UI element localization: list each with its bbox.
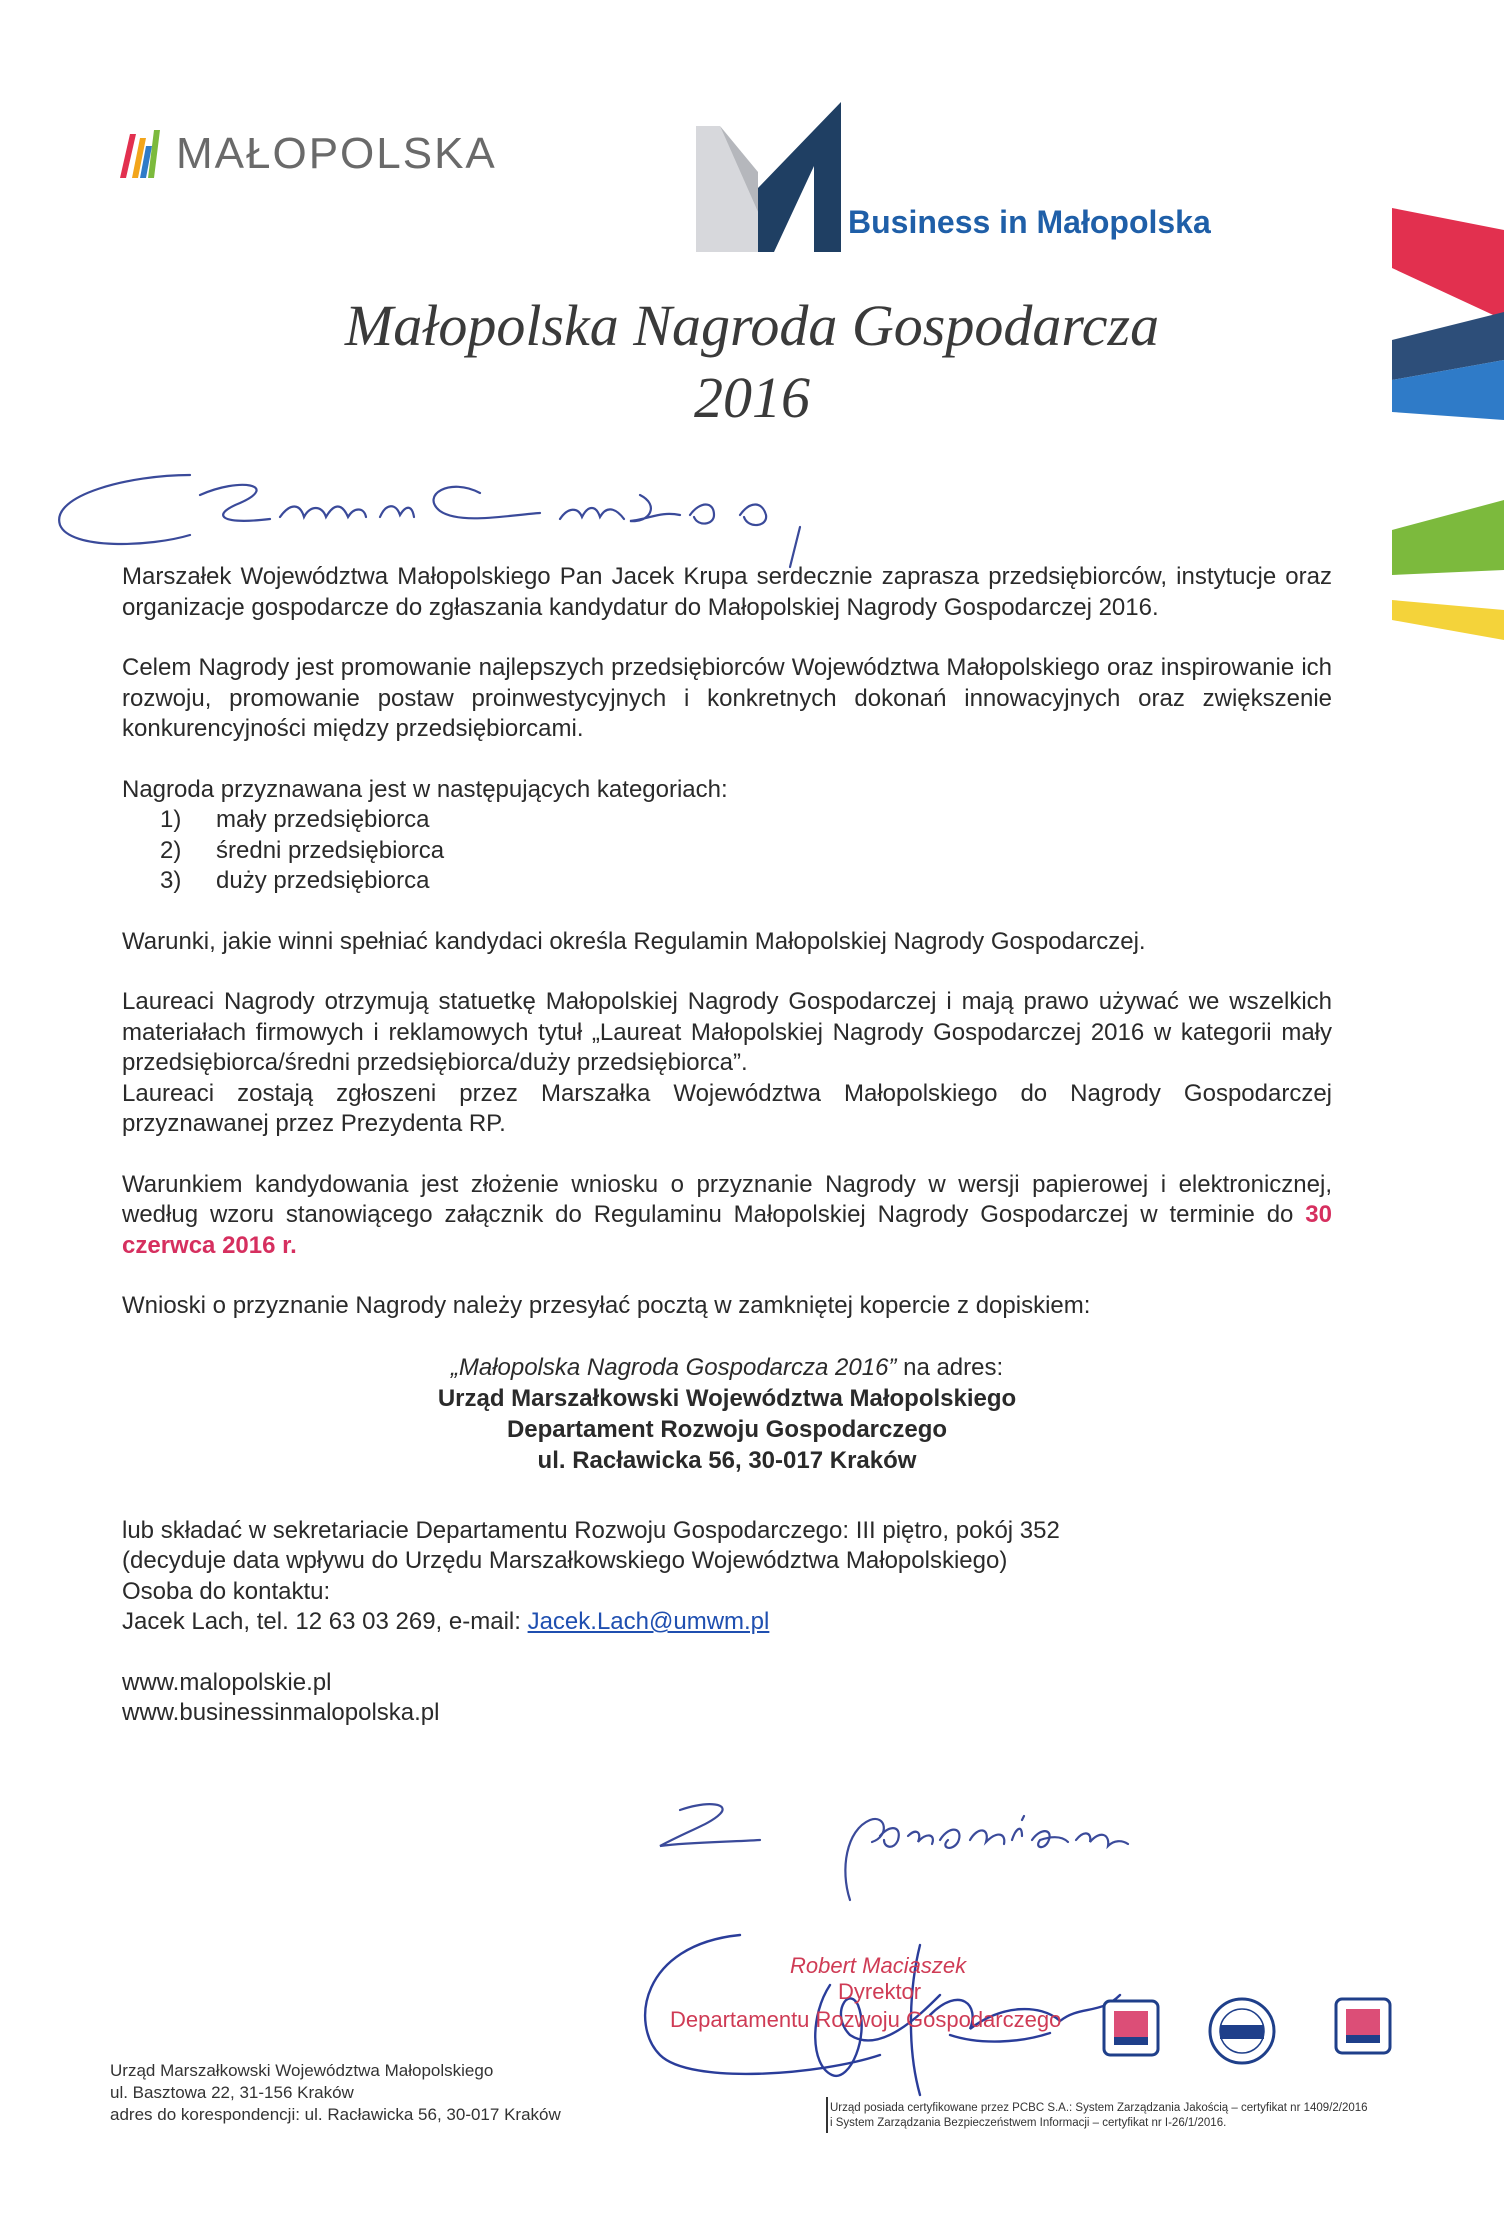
footer-divider <box>826 2097 828 2133</box>
paragraph-invitation: Marszałek Województwa Małopolskiego Pan Jacek Krupa serdecznie zaprasza przedsiębiorców, instytucje oraz organizacje gospodarcze do zgłaszania kandydatur do Małopolskiej Nagrody Gospodarczej 2016. <box>122 563 1332 621</box>
document-title <box>0 290 1504 434</box>
signatory-department: Departamentu Rozwoju Gospodarczego <box>670 2007 1062 2032</box>
paragraph-application: Warunkiem kandydowania jest złożenie wniosku o przyznanie Nagrody w wersji papierowej i elektronicznej, według wzoru stanowiącego załącznik do Regulaminu Małopolskiej Nagrody Gospodarczej w terminie do 30 czerwca 2016 r. <box>122 1170 1332 1259</box>
handwritten-closing <box>640 1790 1200 1910</box>
paragraph-purpose: Celem Nagrody jest promowanie najlepszych przedsiębiorców Województwa Małopolskiego oraz inspirowanie ich rozwoju, promowanie postaw proinwestycyjnych i konkretnych dokonań innowacyjnych oraz zwiększenie konkurencyjności między przedsiębiorcami. <box>122 654 1332 742</box>
website-link[interactable]: www.businessinmalopolska.pl <box>122 1699 440 1726</box>
malopolska-logo <box>118 128 497 180</box>
footer-address: Urząd Marszałkowski Województwa Małopolskiego ul. Basztowa 22, 31-156 Kraków adres do korespondencji: ul. Racławicka 56, 30-017 Kraków <box>110 2061 561 2124</box>
malopolska-mark-icon <box>118 128 162 180</box>
email-link[interactable]: Jacek.Lach@umwm.pl <box>527 1608 770 1635</box>
list-item: 3) duży przedsiębiorca <box>160 867 430 894</box>
handwritten-salutation <box>40 455 820 575</box>
list-item: 2) średni przedsiębiorca <box>160 836 445 864</box>
letter-body <box>122 562 1332 1729</box>
pcbc-badge-icon <box>1104 2001 1158 2055</box>
categories-list <box>122 805 1332 897</box>
mailing-address: „Małopolska Nagroda Gospodarcza 2016” na adres: Urząd Marszałkowski Województwa Małopolskiego Departament Rozwoju Gospodarczego ul. Racławicka 56, 30-017 Kraków <box>437 1353 1017 1474</box>
title-line-2: 2016 <box>694 365 810 430</box>
paragraph-laureates: Laureaci Nagrody otrzymują statuetkę Małopolskiej Nagrody Gospodarczej i mają prawo używać we wszelkich materiałach firmowych i reklamowych tytuł „Laureat Małopolskiej Nagrody Gospodarczej 2016 w kategorii mały przedsiębiorca/średni przedsiębiorca/duży przedsiębiorca”. <box>122 988 1332 1076</box>
paragraph-nomination: Laureaci zostają zgłoszeni przez Marszałka Województwa Małopolskiego do Nagrody Gospodarczej przyznawanej przez Prezydenta RP. <box>122 1079 1332 1137</box>
paragraph-submission: Wnioski o przyznanie Nagrody należy przesyłać pocztą w zamkniętej kopercie z dopiskiem: <box>122 1292 1091 1319</box>
business-in-malopolska-text: Business in Małopolska <box>848 204 1211 240</box>
official-stamp <box>620 1925 1140 2105</box>
categories-intro: Nagroda przyznawana jest w następujących kategoriach: <box>122 775 728 803</box>
website-link[interactable]: www.malopolskie.pl <box>122 1668 332 1696</box>
business-in-malopolska-logo <box>696 102 1262 262</box>
pcbc-security-badge-icon <box>1336 1999 1390 2053</box>
iqnet-badge-icon <box>1210 1999 1274 2063</box>
certification-badges <box>1102 1995 1394 2075</box>
list-item: 1) mały przedsiębiorca <box>160 806 430 833</box>
signatory-role: Dyrektor <box>838 1979 922 2004</box>
paragraph-conditions: Warunki, jakie winni spełniać kandydaci określa Regulamin Małopolskiej Nagrody Gospodarczej. <box>122 927 1146 955</box>
websites <box>122 1668 1332 1729</box>
deadline-date: 30 czerwca 2016 r. <box>122 1201 1332 1259</box>
signatory-name: Robert Maciaszek <box>790 1953 967 1978</box>
contact-info: lub składać w sekretariacie Departamentu Rozwoju Gospodarczego: III piętro, pokój 352 (decyduje data wpływu do Urzędu Marszałkowskiego Województwa Małopolskiego) Osoba do kontaktu: Jacek Lach, tel. 12 63 03 269, e-mail: Jacek.Lach@umwm.pl <box>122 1516 1060 1635</box>
title-line-1: Małopolska Nagroda Gospodarcza <box>344 293 1160 358</box>
malopolska-wordmark: MAŁOPOLSKA <box>176 129 497 178</box>
certification-note: Urząd posiada certyfikowane przez PCBC S.A.: System Zarządzania Jakością – certyfikat nr 1409/2/2016 i System Zarządzania Bezpieczeństwem Informacji – certyfikat nr I-26/1/2016. <box>830 2102 1368 2129</box>
